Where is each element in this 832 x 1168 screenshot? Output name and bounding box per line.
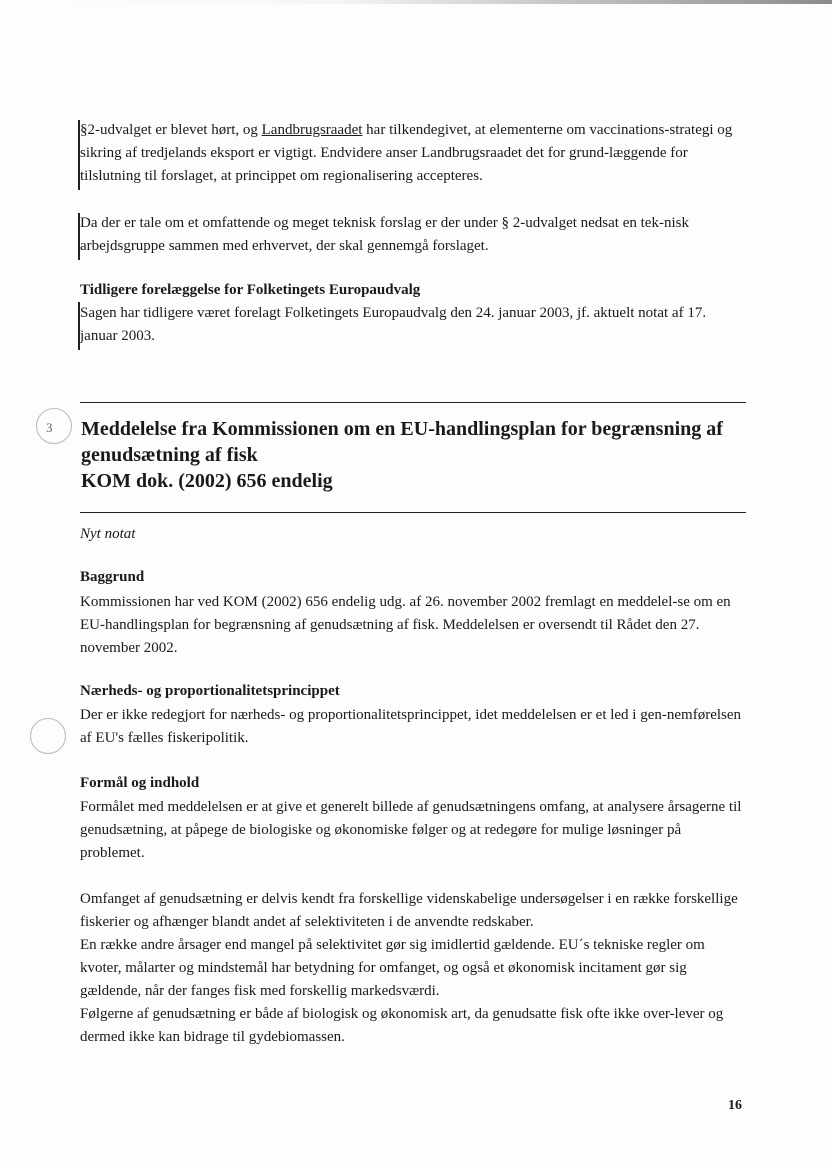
paragraph-arbejdsgruppe: Da der er tale om et omfattende og meget teknisk forslag er der under § 2-udvalget nedsat en tek-nisk arbejdsgruppe sammen med erhvervet, der skal gennemgå forslaget. <box>80 215 689 254</box>
punch-hole <box>30 718 66 754</box>
section-title <box>81 416 746 494</box>
heading-tidligere: Tidligere forelæggelse for Folketingets Europaudvalg <box>80 282 421 298</box>
status-note: Nyt notat <box>80 526 136 542</box>
title-line: genudsætning af fisk <box>81 444 258 466</box>
paragraph-udvalg <box>80 119 745 188</box>
heading-baggrund: Baggrund <box>80 569 145 585</box>
punch-hole <box>36 408 72 444</box>
paragraph-genudsaetning <box>80 888 745 1049</box>
paragraph-tidligere: Sagen har tidligere været forelagt Folketingets Europaudvalg den 24. januar 2003, jf. aktuelt notat af 17. januar 2003. <box>80 305 707 344</box>
paragraph-line: Følgerne af genudsætning er både af biologisk og økonomisk art, da genudsatte fisk ofte ikke over-lever og dermed ikke kan bidrage til gydebiomassen. <box>80 1006 724 1045</box>
paragraph-line: Omfanget af genudsætning er delvis kendt fra forskellige videnskabelige undersøgelser i en række forskellige fiskerier og afhænger blandt andet af selektiviteten i de anvendte redskaber. <box>80 891 738 930</box>
section-number: 3 <box>46 420 53 435</box>
section-rule-top <box>80 402 746 403</box>
section-rule-bottom <box>80 512 746 513</box>
paragraph-naerhed: Der er ikke redegjort for nærheds- og proportionalitetsprincippet, idet meddelelsen er et led i gen-nemførelsen af EU's fælles fiskeripolitik. <box>80 707 742 746</box>
heading-formaal: Formål og indhold <box>80 775 200 791</box>
paragraph-formaal: Formålet med meddelelsen er at give et generelt billede af genudsætningens omfang, at analysere årsagerne til genudsætning, at påpege de biologiske og økonomiske følger og at redegøre for mulige løsninger på problemet. <box>80 799 742 861</box>
heading-naerhed: Nærheds- og proportionalitetsprincippet <box>80 683 340 699</box>
landbrugsraadet-link: Landbrugsraadet <box>261 122 363 138</box>
paragraph-text: har tilkendegivet, at elementerne om vaccinations-strategi og sikring af tredjelands eksport er vigtigt. Endvidere anser Landbrugsraadet det for grund-læggende for tilslutning til forslaget, at princippet om regionalisering accepteres. <box>80 122 733 184</box>
paragraph-line: En række andre årsager end mangel på selektivitet gør sig imidlertid gældende. EU´s tekniske regler om kvoter, målarter og mindstemål har betydning for omfanget, og også et økonomisk incitament gør sig gældende, når der fanges fisk med forskellig markedsværdi. <box>80 937 705 999</box>
page-number: 16 <box>728 1098 742 1113</box>
title-line: Meddelelse fra Kommissionen om en EU-handlingsplan for begrænsning af <box>81 418 723 440</box>
scan-edge-shadow <box>0 0 832 4</box>
title-line: KOM dok. (2002) 656 endelig <box>81 470 333 492</box>
paragraph-text: §2-udvalget er blevet hørt, og <box>80 122 262 138</box>
paragraph-baggrund: Kommissionen har ved KOM (2002) 656 endelig udg. af 26. november 2002 fremlagt en meddelel-se om en EU-handlingsplan for begrænsning af genudsætning af fisk. Meddelelsen er oversendt til Rådet den 27. november 2002. <box>80 594 731 656</box>
